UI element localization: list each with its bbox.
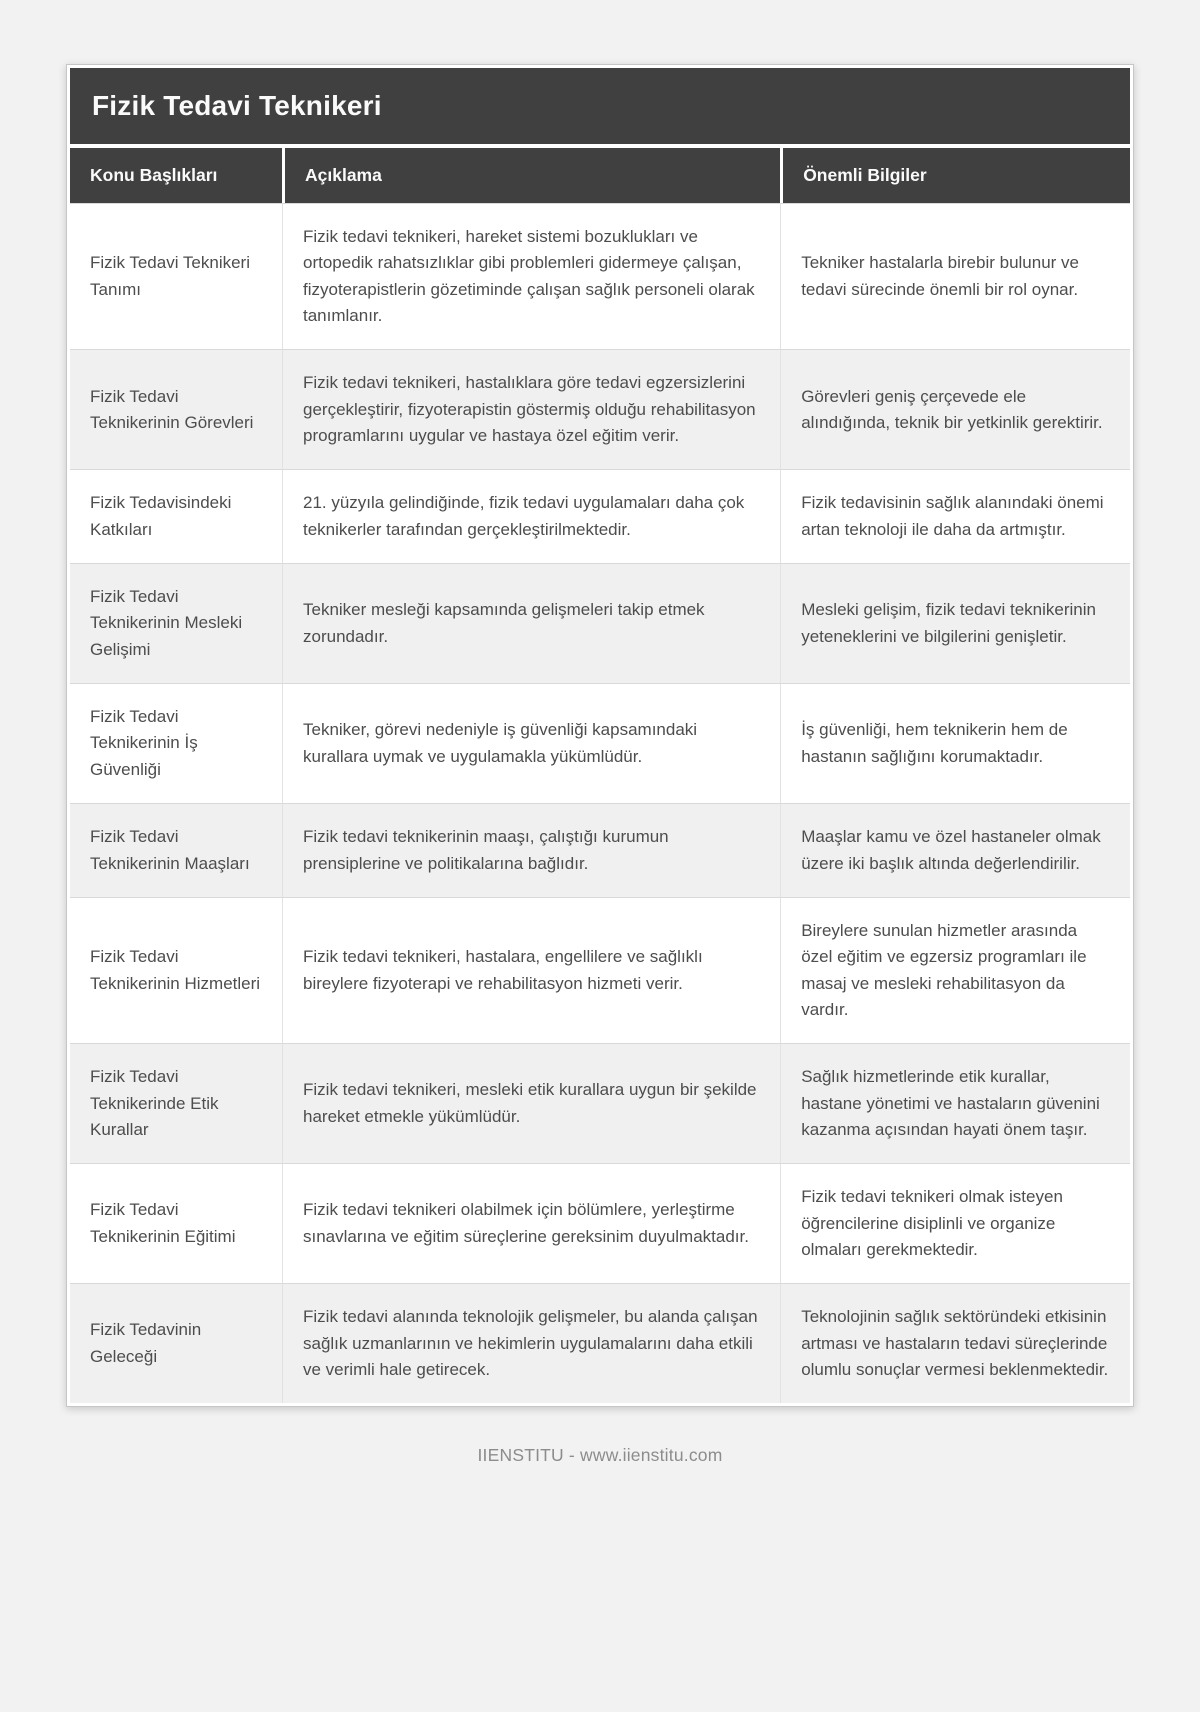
info-table (70, 144, 1130, 1403)
footer-branding: IIENSTITU - www.iienstitu.com (477, 1445, 723, 1466)
topic-cell: Fizik Tedavisindeki Katkıları (70, 469, 282, 563)
info-cell: Sağlık hizmetlerinde etik kurallar, hastane yönetimi ve hastaların güvenini kazanma açısından hayati önem taşır. (780, 1043, 1130, 1163)
table-header (70, 144, 1130, 203)
topic-cell: Fizik Tedavi Teknikerinin İş Güvenliği (70, 683, 282, 803)
description-cell: Fizik tedavi teknikeri, hastalara, engellilere ve sağlıklı bireylere fizyoterapi ve rehabilitasyon hizmeti verir. (282, 897, 780, 1043)
table-row (70, 469, 1130, 563)
header-row (70, 144, 1130, 203)
info-cell: Bireylere sunulan hizmetler arasında özel eğitim ve egzersiz programları ile masaj ve mesleki rehabilitasyon da vardır. (780, 897, 1130, 1043)
topic-cell: Fizik Tedavi Teknikerinin Eğitimi (70, 1163, 282, 1283)
topic-cell: Fizik Tedavi Teknikerinin Görevleri (70, 349, 282, 469)
info-cell: Teknolojinin sağlık sektöründeki etkisinin artması ve hastaların tedavi süreçlerinde olumlu sonuçlar vermesi beklenmektedir. (780, 1283, 1130, 1403)
table-row (70, 1283, 1130, 1403)
table-row (70, 683, 1130, 803)
info-cell: Görevleri geniş çerçevede ele alındığında, teknik bir yetkinlik gerektirir. (780, 349, 1130, 469)
description-cell: Tekniker, görevi nedeniyle iş güvenliği kapsamındaki kurallara uymak ve uygulamakla yükümlüdür. (282, 683, 780, 803)
column-header-description: Açıklama (282, 144, 780, 203)
description-cell: 21. yüzyıla gelindiğinde, fizik tedavi uygulamaları daha çok teknikerler tarafından gerçekleştirilmektedir. (282, 469, 780, 563)
info-cell: Tekniker hastalarla birebir bulunur ve tedavi sürecinde önemli bir rol oynar. (780, 203, 1130, 349)
topic-cell: Fizik Tedavi Teknikerinin Hizmetleri (70, 897, 282, 1043)
description-cell: Fizik tedavi teknikeri, hareket sistemi bozuklukları ve ortopedik rahatsızlıklar gibi problemleri gidermeye çalışan, fizyoterapistlerin gözetiminde çalışan sağlık personeli olarak tanımlanır. (282, 203, 780, 349)
topic-cell: Fizik Tedavi Teknikerinin Mesleki Gelişimi (70, 563, 282, 683)
description-cell: Tekniker mesleği kapsamında gelişmeleri takip etmek zorundadır. (282, 563, 780, 683)
table-row (70, 349, 1130, 469)
table-row (70, 1163, 1130, 1283)
table-row (70, 803, 1130, 897)
description-cell: Fizik tedavi teknikerinin maaşı, çalıştığı kurumun prensiplerine ve politikalarına bağlıdır. (282, 803, 780, 897)
description-cell: Fizik tedavi teknikeri, hastalıklara göre tedavi egzersizlerini gerçekleştirir, fizyoterapistin göstermiş olduğu rehabilitasyon programlarını uygular ve hastaya özel eğitim verir. (282, 349, 780, 469)
table-row (70, 563, 1130, 683)
info-cell: Mesleki gelişim, fizik tedavi teknikerinin yeteneklerini ve bilgilerini genişletir. (780, 563, 1130, 683)
topic-cell: Fizik Tedavi Teknikerinin Maaşları (70, 803, 282, 897)
topic-cell: Fizik Tedavinin Geleceği (70, 1283, 282, 1403)
info-cell: Fizik tedavisinin sağlık alanındaki önemi artan teknoloji ile daha da artmıştır. (780, 469, 1130, 563)
description-cell: Fizik tedavi alanında teknolojik gelişmeler, bu alanda çalışan sağlık uzmanlarının ve hekimlerin uygulamalarını daha etkili ve verimli hale getirecek. (282, 1283, 780, 1403)
column-header-info: Önemli Bilgiler (780, 144, 1130, 203)
table-row (70, 897, 1130, 1043)
info-cell: Maaşlar kamu ve özel hastaneler olmak üzere iki başlık altında değerlendirilir. (780, 803, 1130, 897)
description-cell: Fizik tedavi teknikeri olabilmek için bölümlere, yerleştirme sınavlarına ve eğitim süreçlerine gereksinim duyulmaktadır. (282, 1163, 780, 1283)
table-row (70, 203, 1130, 349)
column-header-topic: Konu Başlıkları (70, 144, 282, 203)
info-cell: İş güvenliği, hem teknikerin hem de hastanın sağlığını korumaktadır. (780, 683, 1130, 803)
page-title: Fizik Tedavi Teknikeri (70, 68, 1130, 144)
table-body (70, 203, 1130, 1403)
description-cell: Fizik tedavi teknikeri, mesleki etik kurallara uygun bir şekilde hareket etmekle yükümlüdür. (282, 1043, 780, 1163)
info-cell: Fizik tedavi teknikeri olmak isteyen öğrencilerine disiplinli ve organize olmaları gerekmektedir. (780, 1163, 1130, 1283)
topic-cell: Fizik Tedavi Teknikerinde Etik Kurallar (70, 1043, 282, 1163)
topic-cell: Fizik Tedavi Teknikeri Tanımı (70, 203, 282, 349)
document-table-card (66, 64, 1134, 1407)
table-row (70, 1043, 1130, 1163)
